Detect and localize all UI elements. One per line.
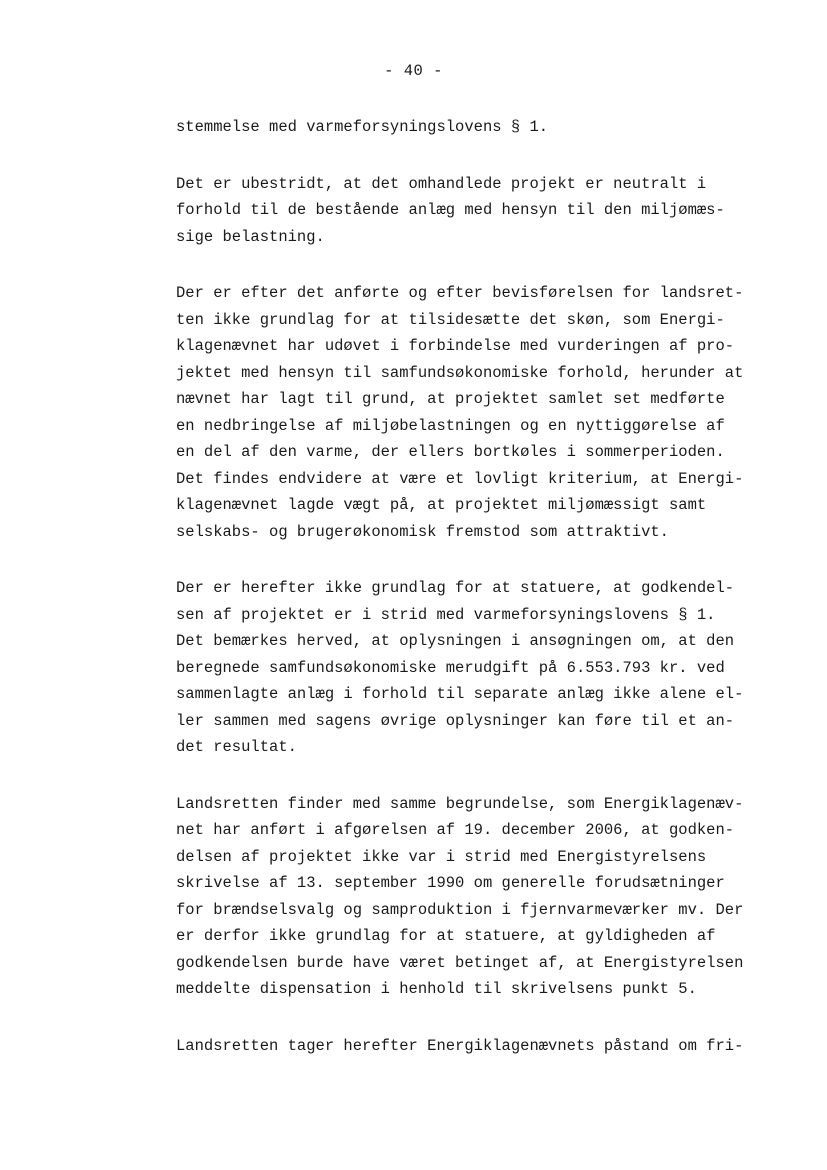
page-number: - 40 - — [384, 62, 443, 80]
text-line: ler sammen med sagens øvrige oplysninger kan føre til et an- — [176, 711, 735, 730]
text-line: jektet med hensyn til samfundsøkonomiske forhold, herunder at — [176, 363, 744, 382]
text-line: klagenævnet lagde vægt på, at projektet miljømæssigt samt — [176, 496, 707, 514]
text-line: Landsretten tager herefter Energiklagenævnets påstand om fri- — [176, 1036, 744, 1055]
text-line: forhold til de bestående anlæg med hensyn til den miljømæs- — [176, 201, 725, 219]
text-line: ten ikke grundlag for at tilsidesætte det skøn, som Energi- — [176, 310, 725, 329]
text-line: sammenlagte anlæg i forhold til separate anlæg ikke alene el- — [176, 685, 744, 703]
paragraph-5 — [176, 791, 766, 1003]
text-line: Det findes endvidere at være et lovligt kriterium, at Energi- — [176, 469, 744, 488]
text-line: for brændselsvalg og samproduktion i fjernvarmeværker mv. Der — [176, 900, 744, 919]
paragraph-6 — [176, 1033, 766, 1060]
text-line: er derfor ikke grundlag for at statuere, at gyldigheden af — [176, 927, 716, 945]
document-body — [176, 114, 766, 1089]
text-line: en nedbringelse af miljøbelastningen og en nyttiggørelse af — [176, 416, 725, 435]
text-line: Det er ubestridt, at det omhandlede projekt er neutralt i — [176, 174, 707, 193]
text-line: nævnet har lagt til grund, at projektet samlet set medførte — [176, 390, 725, 408]
text-line: Landsretten finder med samme begrundelse, som Energiklagenæv- — [176, 794, 744, 813]
paragraph-3 — [176, 280, 766, 545]
paragraph-4 — [176, 575, 766, 761]
text-line: net har anført i afgørelsen af 19. december 2006, at godken- — [176, 821, 735, 839]
text-line: delsen af projektet ikke var i strid med Energistyrelsens — [176, 847, 707, 866]
text-line: sige belastning. — [176, 227, 325, 246]
text-line: klagenævnet har udøvet i forbindelse med vurderingen af pro- — [176, 337, 735, 355]
text-line: stemmelse med varmeforsyningslovens § 1. — [176, 118, 549, 136]
text-line: sen af projektet er i strid med varmeforsyningslovens § 1. — [176, 605, 716, 624]
text-line: en del af den varme, der ellers bortkøles i sommerperioden. — [176, 443, 725, 461]
text-line: Der er efter det anførte og efter bevisførelsen for landsret- — [176, 284, 744, 302]
text-line: godkendelsen burde have været betinget af, at Energistyrelsen — [176, 953, 744, 972]
text-line: meddelte dispensation i henhold til skrivelsens punkt 5. — [176, 980, 697, 998]
paragraph-1 — [176, 114, 766, 141]
paragraph-2 — [176, 171, 766, 251]
text-line: det resultat. — [176, 738, 297, 756]
text-line: Det bemærkes herved, at oplysningen i ansøgningen om, at den — [176, 632, 735, 650]
text-line: Der er herefter ikke grundlag for at statuere, at godkendel- — [176, 579, 735, 597]
text-line: selskabs- og brugerøkonomisk fremstod som attraktivt. — [176, 522, 669, 541]
text-line: skrivelse af 13. september 1990 om generelle forudsætninger — [176, 874, 725, 892]
text-line: beregnede samfundsøkonomiske merudgift på 6.553.793 kr. ved — [176, 658, 725, 677]
